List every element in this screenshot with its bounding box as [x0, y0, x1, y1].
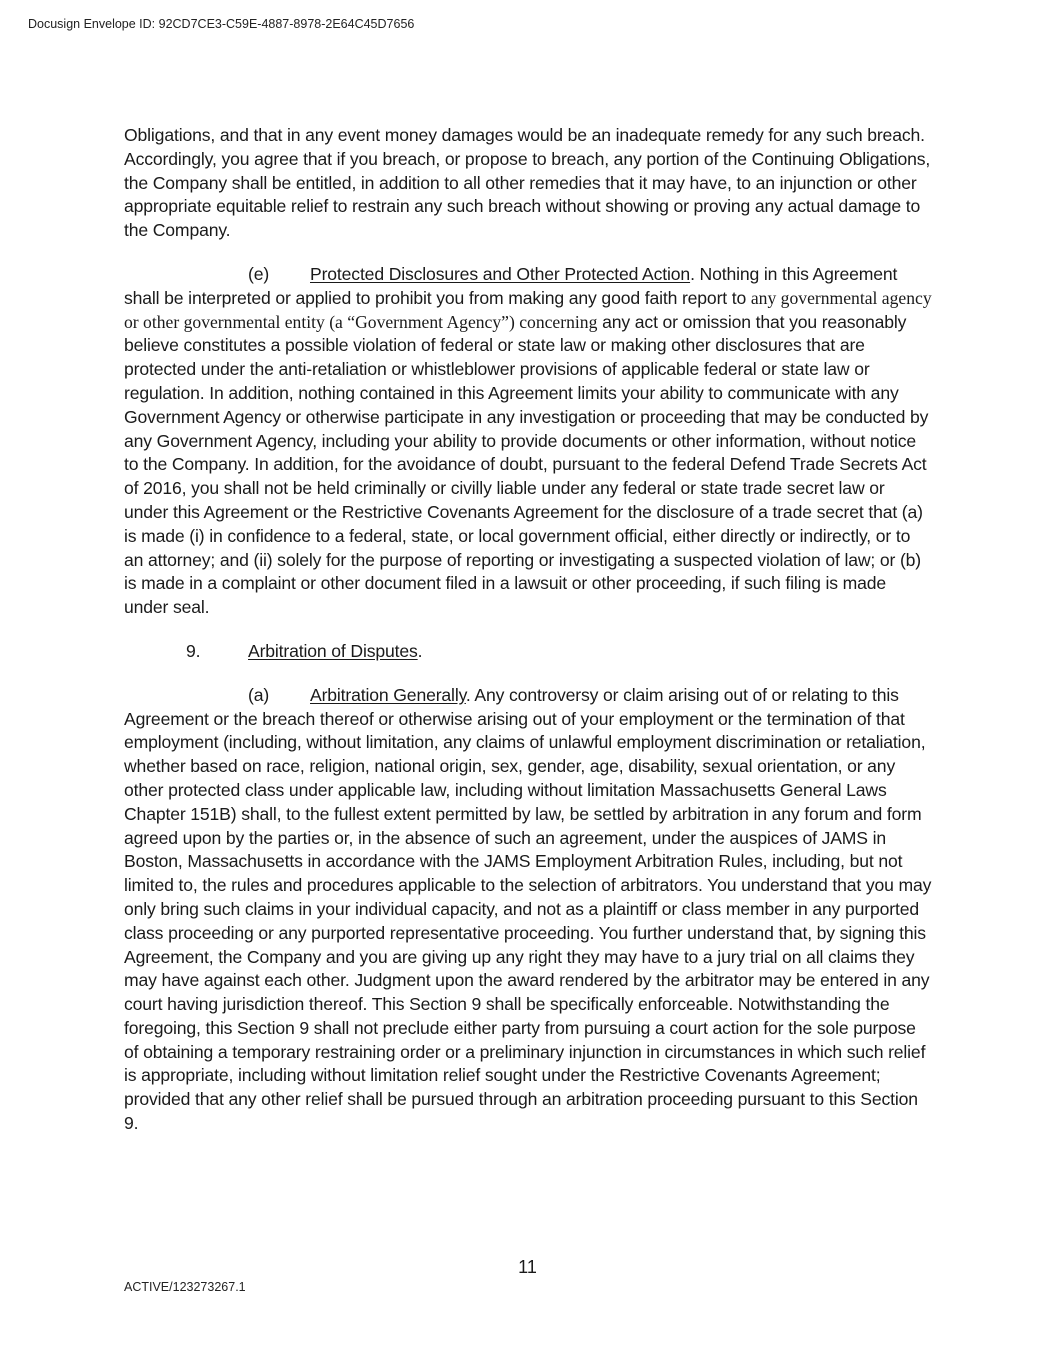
- section-9-number: 9.: [186, 640, 201, 661]
- subsection-a-title: Arbitration Generally: [310, 684, 466, 705]
- subsection-e-text-1: . Nothing in this Agreement shall be interpreted or applied to prohibit you from making any good faith report to: [124, 263, 898, 308]
- document-id: ACTIVE/123273267.1: [124, 1280, 246, 1294]
- envelope-id: Docusign Envelope ID: 92CD7CE3-C59E-4887-8978-2E64C45D7656: [28, 17, 415, 31]
- section-9-title: Arbitration of Disputes: [248, 640, 418, 661]
- paragraph-gap: [124, 243, 932, 263]
- document-body: [124, 124, 932, 1136]
- section-9-heading: [124, 640, 932, 664]
- subsection-e-title: Protected Disclosures and Other Protected Action: [310, 263, 691, 284]
- paragraph-gap: [124, 620, 932, 640]
- page-number: 11: [518, 1257, 537, 1277]
- paragraph-continuation: Obligations, and that in any event money damages would be an inadequate remedy for any such breach. Accordingly, you agree that if you breach, or propose to breach, any portion of the Continuing Obligations, the Company shall be entitled, in addition to all other remedies that it may have, to an injunction or other appropriate equitable relief to restrain any such breach without showing or proving any actual damage to the Company.: [124, 125, 931, 241]
- section-9-title-suffix: .: [417, 640, 423, 661]
- subsection-e: [124, 263, 932, 620]
- subsection-a-label: (a): [248, 684, 270, 705]
- subsection-a: [124, 684, 932, 1136]
- subsection-e-label: (e): [248, 263, 270, 284]
- subsection-a-text: . Any controversy or claim arising out of or relating to this Agreement or the breach thereof or otherwise arising out of your employment or the termination of that employment (including, without limitation, any claims of unlawful employment discrimination or retaliation, whether based on race, religion, national origin, sex, gender, age, disability, sexual orientation, or any other protected class under applicable law, including without limitation Massachusetts General Laws Chapter 151B) shall, to the fullest extent permitted by law, be settled by arbitration in any forum and form agreed upon by the parties or, in the absence of such an agreement, under the auspices of JAMS in Boston, Massachusetts in accordance with the JAMS Employment Arbitration Rules, including, but not limited to, the rules and procedures applicable to the selection of arbitrators. You understand that you may only bring such claims in your individual capacity, and not as a plaintiff or class member in any purported class proceeding or any purported representative proceeding. You further understand that, by signing this Agreement, the Company and you are giving up any right they may have to a jury trial on all claims they may have against each other. Judgment upon the award rendered by the arbitrator may be entered in any court having jurisdiction thereof. This Section 9 shall be specifically enforceable. Notwithstanding the foregoing, this Section 9 shall not preclude either party from pursuing a court action for the sole purpose of obtaining a temporary restraining order or a preliminary injunction in circumstances in which such relief is appropriate, including without limitation relief sought under the Restrictive Covenants Agreement; provided that any other relief shall be pursued through an arbitration proceeding pursuant to this Section 9.: [124, 684, 932, 1134]
- paragraph-gap: [124, 664, 932, 684]
- subsection-e-text-serif: any governmental agency or other governmental entity (a “Government Agency”) concerning: [124, 287, 932, 332]
- subsection-e-text-2: any act or omission that you reasonably believe constitutes a possible violation of federal or state law or making other disclosures that are protected under the anti-retaliation or whistleblower provisions of applicable federal or state law or regulation. In addition, nothing contained in this Agreement limits your ability to communicate with any Government Agency or otherwise participate in any investigation or proceeding that may be conducted by any Government Agency, including your ability to provide documents or other information, without notice to the Company. In addition, for the avoidance of doubt, pursuant to the federal Defend Trade Secrets Act of 2016, you shall not be held criminally or civilly liable under any federal or state trade secret law or under this Agreement or the Restrictive Covenants Agreement for the disclosure of a trade secret that (a) is made (i) in confidence to a federal, state, or local government official, either directly or indirectly, or to an attorney; and (ii) solely for the purpose of reporting or investigating a suspected violation of law; or (b) is made in a complaint or other document filed in a lawsuit or other proceeding, if such filing is made under seal.: [124, 311, 929, 618]
